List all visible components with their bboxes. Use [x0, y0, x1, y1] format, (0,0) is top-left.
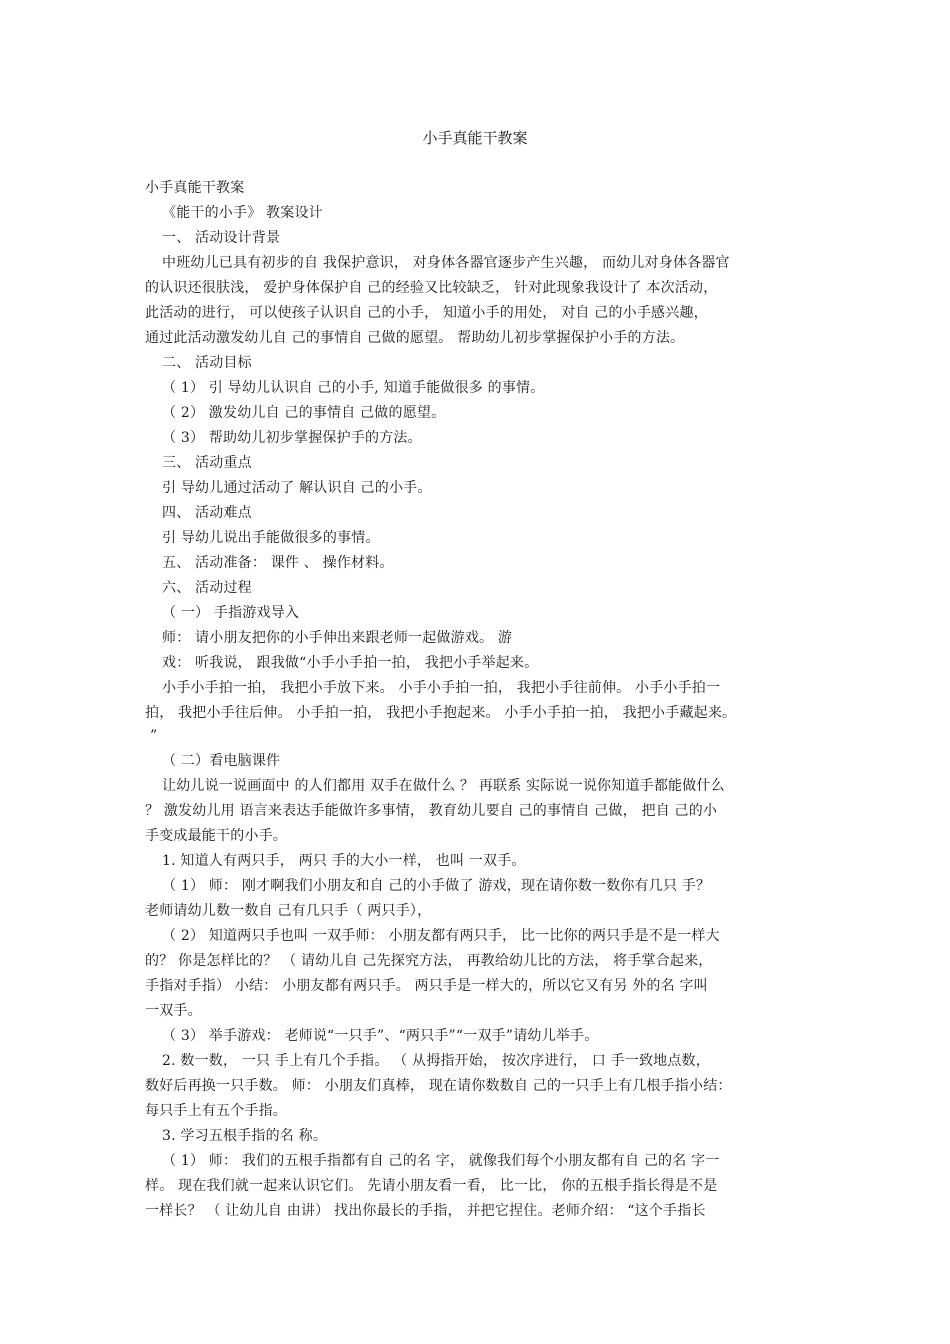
- body-line: 每只手上有五个手指。: [145, 1103, 287, 1119]
- body-line: 引 导幼儿通过活动了 解认识自 己的小手。: [162, 480, 432, 496]
- body-line: （ 2） 激发幼儿自 己的事情自 己做的愿望。: [162, 405, 446, 421]
- section-heading: 六、 活动过程: [162, 580, 252, 596]
- body-line: （ 二）看电脑课件: [162, 753, 281, 769]
- body-line: 的？ 你是怎样比的？ （ 请幼儿自 己先探究方法， 再教给幼儿比的方法， 将手掌合起来，: [145, 953, 713, 969]
- body-line: 一样长？ （ 让幼儿自 由讲） 找出你最长的手指， 并把它捏住。老师介绍： “这个手指长: [145, 1203, 706, 1219]
- body-line: 引 导幼儿说出手能做很多的事情。: [162, 530, 380, 546]
- body-line: 中班幼儿已具有初步的自 我保护意识， 对身体各器官逐步产生兴趣， 而幼儿对身体各器官: [162, 255, 730, 271]
- body-line: 《能干的小手》 教案设计: [162, 205, 323, 221]
- body-line: 手指对手指） 小结： 小朋友都有两只手。 两只手是一样大的，所以它又有另 外的名 字叫: [145, 978, 708, 994]
- body-line: 3. 学习五根手指的名 称。: [162, 1128, 328, 1144]
- body-line: 师： 请小朋友把你的小手伸出来跟老师一起做游戏。 游: [162, 630, 513, 646]
- body-line: 一双手。: [145, 1003, 202, 1019]
- body-line: 戏： 听我说， 跟我做“小手小手拍一拍， 我把小手举起来。: [162, 655, 539, 671]
- body-line: 小手小手拍一拍， 我把小手放下来。 小手小手拍一拍， 我把小手往前伸。 小手小手拍一: [162, 680, 721, 696]
- body-line: 的认识还很肤浅， 爱护身体保护自 己的经验又比较缺乏， 针对此现象我设计了 本次活动，: [145, 280, 718, 296]
- body-line: 老师请幼儿数一数自 己有几只手（ 两只手），: [145, 903, 432, 919]
- body-line: （ 2） 知道两只手也叫 一双手师： 小朋友都有两只手， 比一比你的两只手是不是一样大: [162, 928, 720, 944]
- body-line: （ 3） 举手游戏： 老师说“一只手”、“两只手”“一双手”请幼儿举手。: [162, 1028, 599, 1044]
- body-line: ”: [150, 728, 158, 744]
- section-heading: 四、 活动难点: [162, 505, 252, 521]
- body-line: 1. 知道人有两只手， 两只 手的大小一样， 也叫 一双手。: [162, 853, 526, 869]
- document-title: 小手真能干教案: [422, 129, 528, 147]
- section-heading: 三、 活动重点: [162, 455, 252, 471]
- body-line: ？ 激发幼儿用 语言来表达手能做许多事情， 教育幼儿要自 己的事情自 己做， 把自 己的小: [145, 803, 718, 819]
- body-line: （ 3） 帮助幼儿初步掌握保护手的方法。: [162, 430, 422, 446]
- body-line: 数好后再换一只手数。 师： 小朋友们真棒， 现在请你数数自 己的一只手上有几根手指小结：: [145, 1078, 732, 1094]
- section-heading: 一、 活动设计背景: [162, 230, 281, 246]
- body-line: （ 一） 手指游戏导入: [162, 605, 300, 621]
- body-line: 手变成最能干的小手。: [145, 828, 287, 844]
- body-line: 让幼儿说一说画面中 的人们都用 双手在做什么 ？ 再联系 实际说一说你知道手都能做什么: [162, 778, 725, 794]
- body-line: （ 1） 师： 刚才啊我们小朋友和自 己的小手做了 游戏，现在请你数一数你有几只 手？: [162, 878, 711, 894]
- body-line: 通过此活动激发幼儿自 己的事情自 己做的愿望。 帮助幼儿初步掌握保护小手的方法。: [145, 330, 685, 346]
- body-line: 此活动的进行， 可以使孩子认识自 己的小手， 知道小手的用处， 对自 己的小手感兴趣，: [145, 305, 708, 321]
- body-line: 样。 现在我们就一起来认识它们。 先请小朋友看一看， 比一比， 你的五根手指长得是不是: [145, 1178, 718, 1194]
- body-line: （ 1） 师： 我们的五根手指都有自 己的名 字， 就像我们每个小朋友都有自 己的名 字一: [162, 1153, 720, 1169]
- section-heading: 二、 活动目标: [162, 355, 252, 371]
- body-line: 小手真能干教案: [145, 180, 245, 196]
- body-line: （ 1） 引 导幼儿认识自 己的小手, 知道手能做很多 的事情。: [162, 380, 545, 396]
- body-line: 2. 数一数， 一只 手上有几个手指。 （ 从拇指开始， 按次序进行， 口 手一致地点数，: [162, 1053, 710, 1069]
- body-line: 拍， 我把小手往后伸。 小手拍一拍， 我把小手抱起来。 小手小手拍一拍， 我把小手藏起来。: [145, 705, 737, 721]
- section-heading: 五、 活动准备： 课件 、 操作材料。: [162, 555, 394, 571]
